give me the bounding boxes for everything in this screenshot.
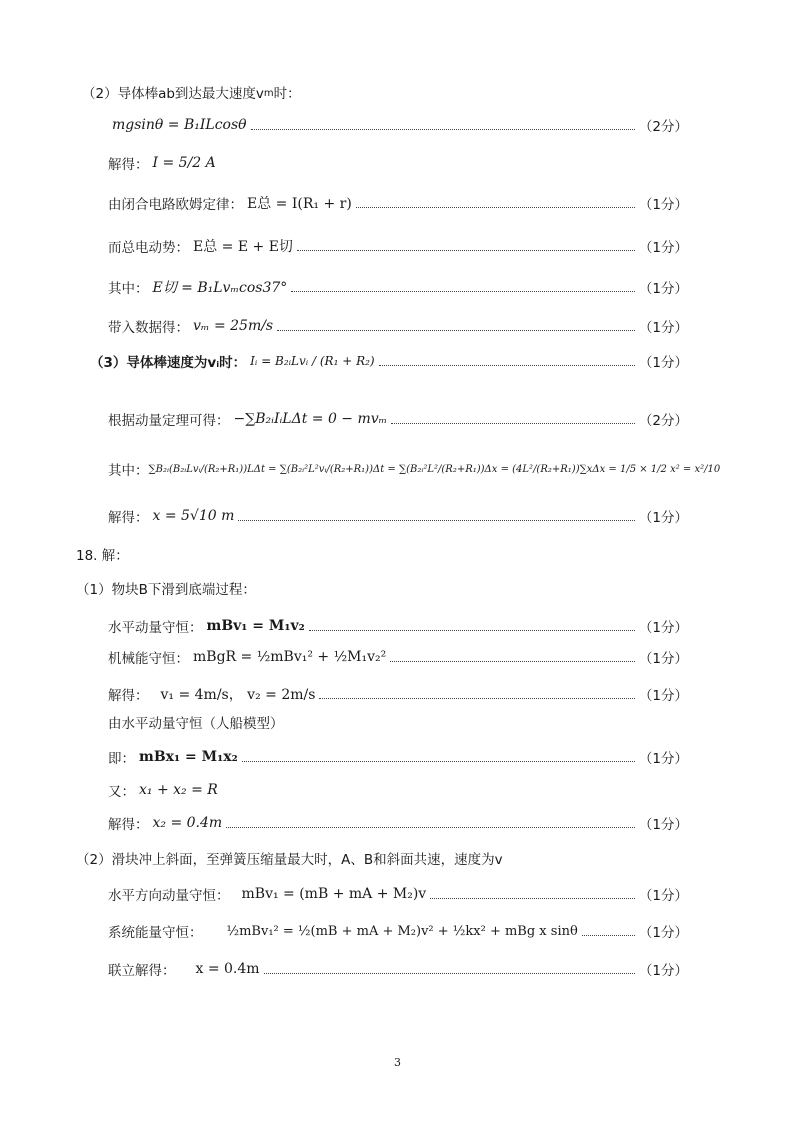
row-label: 解得： (108, 510, 149, 526)
dot-leader (251, 129, 635, 130)
row-equation: Iᵢ = B₂ᵢLvᵢ / (R₁ + R₂) (250, 354, 375, 368)
dot-leader (319, 698, 634, 699)
row-label: 解得： (108, 817, 149, 833)
row-equation: E总 = E + E切 (193, 239, 293, 255)
row-equation: mBv₁ = M₁v₂ (206, 618, 305, 634)
row-equation: x = 5√10 m (152, 508, 235, 524)
dot-leader (356, 207, 635, 208)
row-equation: mBv₁ = (mB + mA + M₂)v (241, 886, 427, 902)
row-score: （1分） (638, 240, 688, 256)
row-score: （1分） (638, 817, 688, 833)
row-equation: x = 0.4m (195, 961, 260, 977)
dot-leader (430, 898, 635, 899)
row-score: （1分） (638, 888, 688, 904)
part2-heading-tail: 时： (273, 86, 301, 102)
row-equation: mBgR = ½mBv₁² + ½M₁v₂² (193, 649, 387, 665)
renchuan-model-note: 由水平动量守恒（人船模型） (108, 716, 284, 732)
row-label: （3）导体棒速度为vᵢ时： (90, 355, 247, 371)
row-label: 机械能守恒： (108, 651, 189, 667)
eq-row-x2-result (108, 812, 688, 834)
dot-leader (291, 291, 635, 292)
eq-row-displacement-sum (108, 779, 688, 801)
eq-row-force-balance (108, 114, 688, 136)
eq-row-summation (108, 458, 721, 480)
row-label: 即： (108, 751, 135, 767)
eq-row-velocities (108, 683, 688, 705)
eq-row-current (108, 152, 688, 174)
row-equation: x₂ = 0.4m (152, 815, 223, 831)
eq-row-mechanical-energy (108, 646, 688, 668)
row-label: 水平动量守恒： (108, 620, 203, 636)
row-score: （1分） (638, 281, 688, 297)
row-equation: vₘ = 25m/s (193, 318, 274, 334)
row-label: 解得： (108, 157, 149, 173)
part2-heading (82, 84, 301, 104)
dot-leader (582, 935, 635, 936)
dot-leader (391, 423, 635, 424)
eq-row-horizontal-momentum (108, 615, 688, 637)
row-score: （2分） (638, 119, 688, 135)
row-score: （1分） (638, 355, 688, 371)
eq-row-cut-emf (108, 276, 688, 298)
row-equation: E切 = B₁Lvₘcos37° (152, 280, 288, 296)
dot-leader (309, 630, 635, 631)
dot-leader (238, 520, 635, 521)
part2-heading-text: （2）导体棒ab到达最大速度v (82, 86, 264, 102)
row-label: 解得： (108, 688, 149, 704)
row-score: （1分） (638, 925, 688, 941)
row-equation: E总 = I(R₁ + r) (247, 196, 352, 212)
row-score: （1分） (638, 688, 688, 704)
row-label: 又： (108, 784, 135, 800)
q18-title: 18. 解： (76, 548, 129, 564)
row-score: （1分） (638, 963, 688, 979)
row-score: （2分） (638, 413, 688, 429)
row-equation: −∑B₂ᵢIᵢLΔt = 0 − mvₘ (233, 411, 388, 427)
row-label: 其中： (108, 463, 149, 479)
eq-row-x-result (108, 505, 688, 527)
dot-leader (390, 661, 635, 662)
row-equation: mgsinθ = B₁ILcosθ (112, 117, 247, 133)
eq-row-common-velocity (108, 883, 688, 905)
row-label: 由闭合电路欧姆定律： (108, 197, 243, 213)
row-label: 联立解得： (108, 963, 176, 979)
row-label: 而总电动势： (108, 240, 189, 256)
q18-part1-heading: （1）物块B下滑到底端过程： (76, 582, 256, 598)
q18-part2-heading: （2）滑块冲上斜面，至弹簧压缩量最大时，A、B和斜面共速，速度为v (76, 852, 503, 868)
row-score: （1分） (638, 510, 688, 526)
row-equation: mBx₁ = M₁x₂ (139, 749, 238, 765)
page-number: 3 (394, 1056, 401, 1069)
eq-row-energy-conservation (108, 920, 688, 942)
row-equation: ∑B₂ᵢ(B₂ᵢLvᵢ/(R₂+R₁))LΔt = ∑(B₂ᵢ²L²vᵢ/(R₂+R₁))Δt = ∑(B₂ᵢ²L²/(R₂+R₁))Δx = (4L²/(R₂+R₁))∑xΔx = 1/5 × 1/2 x² = x²/10 (148, 463, 721, 475)
row-equation: x₁ + x₂ = R (139, 782, 218, 798)
row-label: 系统能量守恒： (108, 925, 203, 941)
row-score: （1分） (638, 620, 688, 636)
eq-row-part3-current (90, 350, 688, 372)
row-equation: ½mBv₁² = ½(mB + mA + M₂)v² + ½kx² + mBg x sinθ (226, 923, 578, 939)
row-score: （1分） (638, 197, 688, 213)
row-score: （1分） (638, 751, 688, 767)
row-label: 带入数据得： (108, 320, 189, 336)
dot-leader (242, 761, 635, 762)
eq-row-displacement-momentum (108, 746, 688, 768)
part2-heading-sub: m (263, 88, 274, 99)
dot-leader (277, 330, 635, 331)
dot-leader (226, 827, 635, 828)
dot-leader (379, 365, 635, 366)
dot-leader (264, 973, 635, 974)
row-label: 水平方向动量守恒： (108, 888, 230, 904)
eq-row-vm-result (108, 315, 688, 337)
row-equation: I = 5/2 A (152, 155, 216, 171)
eq-row-total-emf (108, 235, 688, 257)
eq-row-momentum-theorem (108, 408, 688, 430)
row-score: （1分） (638, 320, 688, 336)
row-label: 其中： (108, 281, 149, 297)
row-label: 根据动量定理可得： (108, 413, 230, 429)
row-equation: v₁ = 4m/s， v₂ = 2m/s (160, 687, 316, 703)
dot-leader (297, 250, 635, 251)
row-score: （1分） (638, 651, 688, 667)
eq-row-final-x (108, 958, 688, 980)
eq-row-ohm-law (108, 192, 688, 214)
